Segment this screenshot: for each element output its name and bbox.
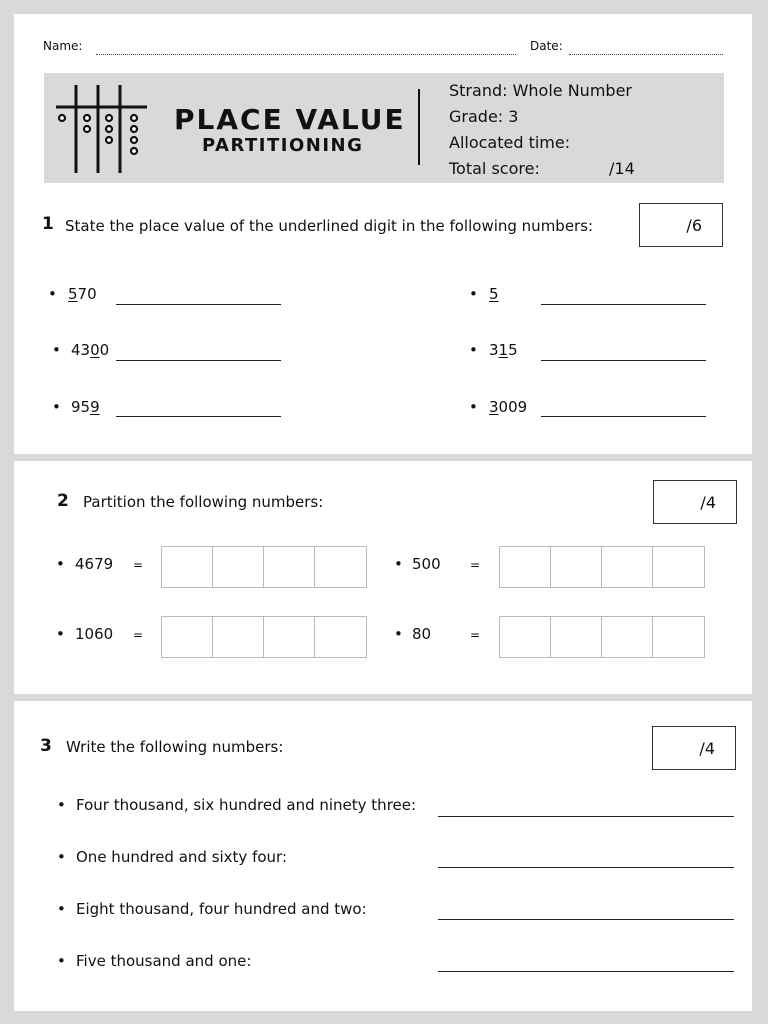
section-2-panel [14, 461, 752, 694]
question-1-score-box [639, 203, 723, 247]
q1-number-5: 315 [489, 341, 518, 359]
bullet: • [48, 285, 57, 303]
q3-answer-line-2[interactable] [438, 867, 734, 868]
q1-number-4: 5 [489, 285, 499, 303]
q1-number-6: 3009 [489, 398, 528, 416]
q3-answer-line-3[interactable] [438, 919, 734, 920]
q1-answer-line-6[interactable] [541, 416, 706, 417]
worksheet-subtitle: PARTITIONING [202, 135, 364, 156]
worksheet-title: PLACE VALUE [174, 103, 406, 136]
q1-number-1: 570 [68, 285, 97, 303]
bullet: • [394, 555, 403, 573]
question-3-score-box [652, 726, 736, 770]
q3-prompt-4: Five thousand and one: [76, 952, 252, 970]
equals-sign: = [470, 558, 481, 572]
question-1-score: /6 [686, 216, 702, 235]
bullet: • [469, 341, 478, 359]
q1-answer-line-2[interactable] [116, 360, 281, 361]
date-label: Date: [530, 39, 563, 53]
worksheet-header [44, 73, 724, 183]
q2-number-2: 500 [412, 555, 441, 573]
q1-answer-line-1[interactable] [116, 304, 281, 305]
name-field[interactable] [96, 54, 516, 55]
date-field[interactable] [569, 54, 723, 55]
bullet: • [57, 848, 66, 866]
grade-label: Grade: 3 [449, 107, 519, 126]
equals-sign: = [133, 558, 144, 572]
q1-answer-line-4[interactable] [541, 304, 706, 305]
name-label: Name: [43, 39, 83, 53]
bullet: • [56, 625, 65, 643]
strand-label: Strand: Whole Number [449, 81, 632, 100]
q3-prompt-1: Four thousand, six hundred and ninety three: [76, 796, 417, 814]
q1-answer-line-5[interactable] [541, 360, 706, 361]
q1-number-3: 959 [71, 398, 100, 416]
question-2-score-box [653, 480, 737, 524]
bullet: • [469, 398, 478, 416]
q3-answer-line-4[interactable] [438, 971, 734, 972]
equals-sign: = [133, 628, 144, 642]
q2-partition-boxes-4[interactable] [499, 616, 705, 658]
question-2-score: /4 [700, 493, 716, 512]
bullet: • [394, 625, 403, 643]
question-1-text: State the place value of the underlined digit in the following numbers: [65, 217, 594, 235]
q2-partition-boxes-2[interactable] [499, 546, 705, 588]
question-3-number: 3 [40, 736, 52, 756]
bullet: • [56, 555, 65, 573]
q3-prompt-3: Eight thousand, four hundred and two: [76, 900, 367, 918]
question-3-score: /4 [699, 739, 715, 758]
bullet: • [52, 398, 61, 416]
q2-partition-boxes-1[interactable] [161, 546, 367, 588]
q3-answer-line-1[interactable] [438, 816, 734, 817]
total-score-value: /14 [609, 159, 635, 178]
bullet: • [57, 900, 66, 918]
question-2-text: Partition the following numbers: [83, 493, 324, 511]
question-1-number: 1 [42, 214, 54, 234]
bullet: • [57, 952, 66, 970]
q2-number-3: 1060 [75, 625, 114, 643]
q2-number-1: 4679 [75, 555, 114, 573]
q1-answer-line-3[interactable] [116, 416, 281, 417]
question-3-text: Write the following numbers: [66, 738, 284, 756]
q3-prompt-2: One hundred and sixty four: [76, 848, 288, 866]
bullet: • [57, 796, 66, 814]
total-score-label: Total score: [449, 159, 540, 178]
bullet: • [52, 341, 61, 359]
allocated-time-label: Allocated time: [449, 133, 571, 152]
section-1-panel [14, 14, 752, 454]
bullet: • [469, 285, 478, 303]
place-value-chart-icon [54, 83, 149, 175]
q1-number-2: 4300 [71, 341, 110, 359]
question-2-number: 2 [57, 491, 69, 511]
section-3-panel [14, 701, 752, 1011]
q2-number-4: 80 [412, 625, 432, 643]
header-divider [418, 89, 420, 165]
q2-partition-boxes-3[interactable] [161, 616, 367, 658]
equals-sign: = [470, 628, 481, 642]
